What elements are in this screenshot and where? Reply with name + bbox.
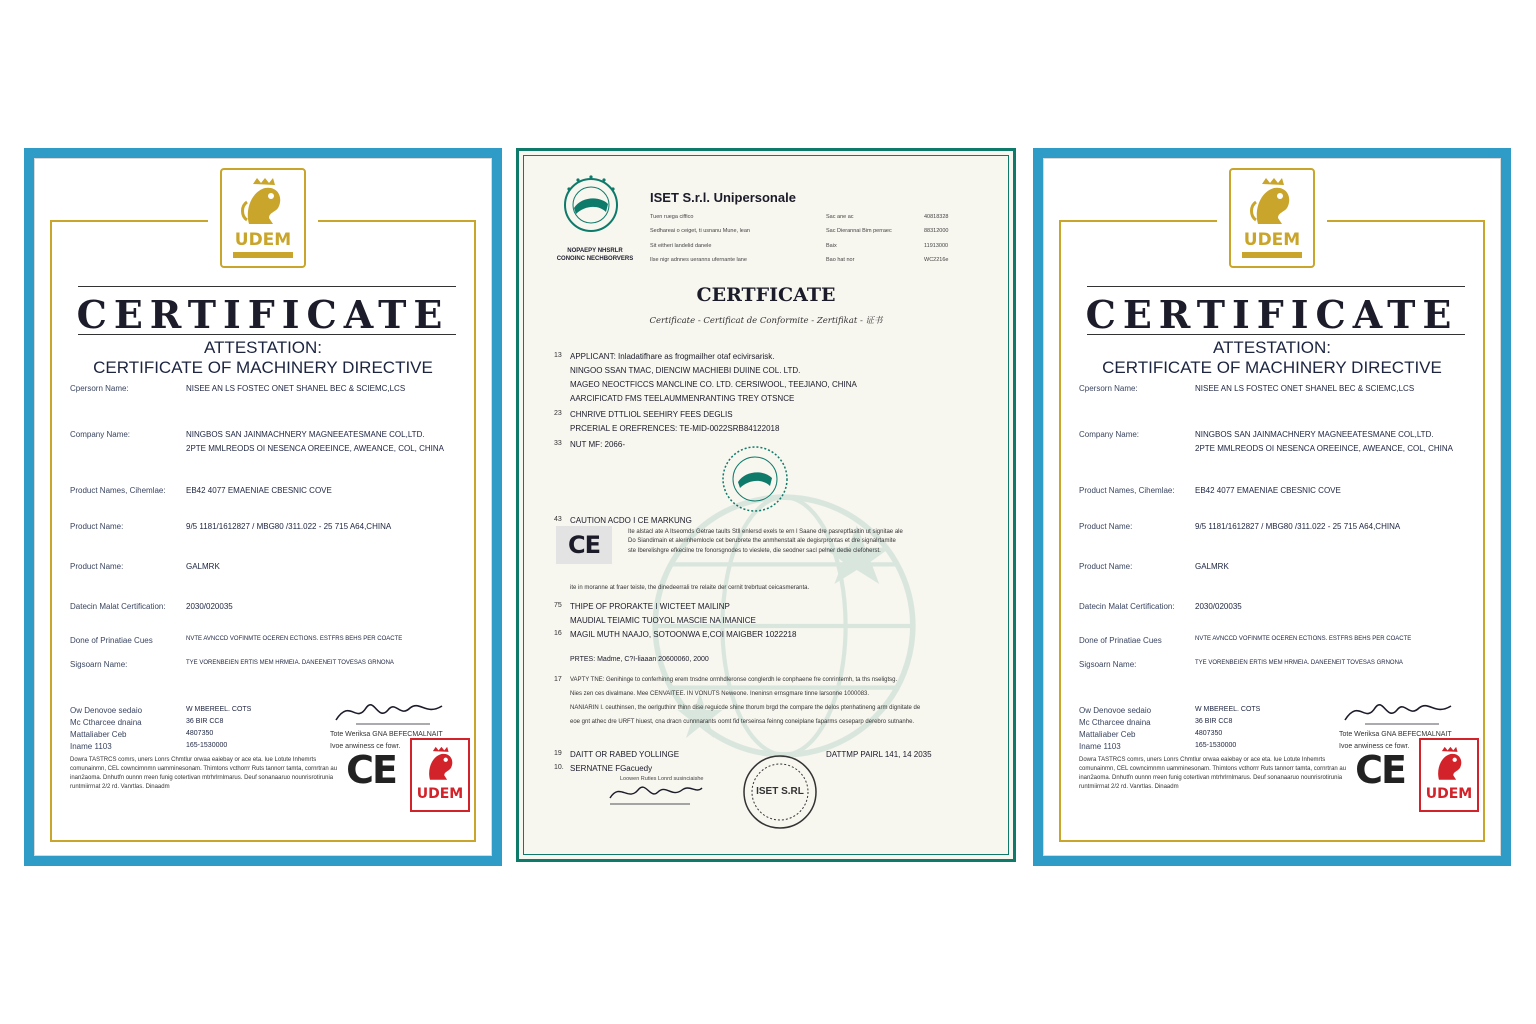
field-value: NISEE AN LS FOSTEC ONET SHANEL BEC & SCIEMC,LCS	[186, 384, 406, 393]
field-value: 2030/020035	[1195, 602, 1242, 611]
seal-caption: NOPAEPY NHSRLR CONOINC NECHBORVERS	[556, 248, 634, 262]
item-number: 43	[554, 516, 562, 523]
item-number: 75	[554, 602, 562, 609]
field-label: Ow Denovoe sedaio	[1079, 706, 1152, 715]
stamp-word: UDEM	[416, 786, 464, 802]
issuer-name: ISET S.r.l. Unipersonale	[650, 190, 796, 205]
signature-icon	[1339, 694, 1459, 728]
item-text: APPLICANT: Inladatifhare as frogmailher otaf ecivirsarisk.	[570, 352, 775, 361]
field-value: EB42 4077 EMAENIAE CBESNIC COVE	[1195, 486, 1341, 495]
item-paragraph: eoe gnt athec dre URFT hiuest, cna dracn cunnnarants oomt fid terseinsa feinng coneiplane faparms ceseparp derebro sutnanhe.	[570, 719, 915, 725]
field-label: Datecin Malat Certification:	[1079, 602, 1175, 611]
iset-seal-icon	[560, 174, 622, 236]
certificate-title: CERTIFICATE	[76, 292, 450, 337]
signature-caption: Tote Weriksa GNA BEFECMALNAIT	[330, 731, 443, 738]
field-value: NVTE AVNCCD VOFINMTE OCEREN ECTIONS. ESTFRS BEHS PER COACTE	[186, 636, 403, 642]
item-text: CHNRIVE DTTLIOL SEEHIRY FEES DEGLIS	[570, 410, 733, 419]
field-value: GALMRK	[1195, 562, 1229, 571]
directive-heading: CERTIFICATE OF MACHINERY DIRECTIVE	[93, 358, 433, 377]
field-label: Product Name:	[70, 562, 124, 571]
signature-caption: Tote Weriksa GNA BEFECMALNAIT	[1339, 731, 1452, 738]
header-address: Tuen ruega ciffico Sedhareai o ceiget, ti usnanu Mune, lean Sit eitheri landelid danele Ilse nigr adnnes ueranns ufernante lane	[650, 214, 750, 263]
udem-logo	[1229, 168, 1315, 268]
ce-paragraph: ite in moranne at fraer teiste, the dinedeerrali tre relaite der cernit trebrtuat ceicasmeranta.	[570, 585, 810, 591]
field-value: 2PTE MMLREODS OI NESENCA OREEINCE, AWEANCE, COL, CHINA	[1195, 444, 1453, 453]
field-label: Product Name:	[1079, 522, 1133, 531]
item-text: DAITT OR RABED YOLLINGE	[570, 750, 680, 759]
field-label: Sigsoarn Name:	[70, 660, 128, 669]
field-label: Product Name:	[70, 522, 124, 531]
ce-mark: CE	[346, 748, 396, 792]
item-text: PRTES: Madme, C?I-liaaan 20600060, 2000	[570, 656, 709, 663]
logo-word: UDEM	[1243, 230, 1301, 250]
iset-certificate	[516, 148, 1016, 862]
field-label: Company Name:	[1079, 430, 1140, 439]
field-label: Datecin Malat Certification:	[70, 602, 166, 611]
certificate-paper	[523, 155, 1009, 855]
field-label: Product Name:	[1079, 562, 1133, 571]
field-value: 36 BIR CC8	[186, 718, 224, 725]
header-contact: Sac ane ac Sac Dierannai Bim perraec Baix Bao hat nor	[826, 214, 892, 263]
field-value: NINGBOS SAN JAINMACHNERY MAGNEEATESMANE COL,LTD.	[1195, 430, 1434, 439]
field-value: 165-1530000	[1195, 742, 1237, 749]
field-value: 4807350	[186, 730, 214, 737]
item-text: MAUDIAL TEIAMIC TUOYOL MASCIE NA IMANICE	[570, 616, 756, 625]
item-text: THIPE OF PRORAKTE I WICTEET MAILINP	[570, 602, 730, 611]
footer-fine-print: Dowra TASTRCS comrs, uners Lonrs Chmtlur orwaa eaiebay or ace eta. Iue Lotute Inhemrts comunainmn, CEL cowncimnmn uamminesonam. Thimtons vcthorrr Ruts tannorr tamta, cornrtran au inan2aoma. Dnhutfn ounnn rreen funig cotertivan mtrhrlrnlmarus. Deuf sonanaaruo nounrisrotirunia runtmiirrnat 2/2 rd. Vanrtlas. Dinaadm	[70, 757, 338, 790]
item-text: MAGIL MUTH NAAJO, SOTOONWA E,COI MAIGBER 1022218	[570, 630, 797, 639]
date-label: DATTMP PAIRL 141, 14 2035	[826, 750, 932, 759]
field-value: 165-1530000	[186, 742, 228, 749]
lion-crest-icon	[1244, 176, 1300, 228]
udem-logo	[220, 168, 306, 268]
signature-icon	[330, 694, 450, 728]
field-label: Iname 1103	[70, 742, 112, 751]
udem-stamp	[410, 738, 470, 812]
field-value: NISEE AN LS FOSTEC ONET SHANEL BEC & SCIEMC,LCS	[1195, 384, 1415, 393]
certificate-paper	[34, 158, 492, 856]
footer-fine-print: Dowra TASTRCS comrs, uners Lonrs Chmtlur orwaa eaiebay or ace eta. Iue Lotute Inhemrts comunainmn, CEL cowncimnmn uamminesonam. Thimtons vcthorrr Ruts tannorr tamta, cornrtran au inan2aoma. Dnhutfn ounnn rreen funig cotertivan mtrhrlrnlmarus. Deuf sonanaaruo nounrisrotirunia runtmiirrnat 2/2 rd. Vanrtlas. Dinaadm	[1079, 757, 1347, 790]
field-label: Done of Prinatiae Cues	[70, 636, 153, 645]
item-number: 19	[554, 750, 562, 757]
certificate-subtitle: Certificate - Certificat de Conformite - Zertifikat - 证书	[649, 316, 883, 326]
field-label: Product Names, Cihemlae:	[1079, 486, 1175, 495]
field-label: Done of Prinatiae Cues	[1079, 636, 1162, 645]
field-label: Cpersorn Name:	[1079, 384, 1138, 393]
item-text: AARCIFICATD FMS TEELAUMMENRANTING TREY OTSNCE	[570, 394, 795, 403]
field-value: NVTE AVNCCD VOFINMTE OCEREN ECTIONS. ESTFRS BEHS PER COACTE	[1195, 636, 1412, 642]
field-label: Cpersorn Name:	[70, 384, 129, 393]
certificate-title: CERTIFICATE	[1085, 292, 1459, 337]
field-value: NINGBOS SAN JAINMACHNERY MAGNEEATESMANE COL,LTD.	[186, 430, 425, 439]
item-number: 23	[554, 410, 562, 417]
certificate-title: CERTFICATE	[696, 284, 836, 306]
field-value: TYE VORENBEIEN ERTIS MEM HRMEIA. DANEENEIT TOVESAS GRNONA	[186, 660, 394, 666]
item-text: VAPTY TNE: Genihinge to conferhinng erem tnsdne ormhdleronse conglerdh le conphaene fre conrintemh, ta ths nseligtsg.	[570, 677, 898, 683]
signature-caption: Loowen Ruties Lonrd susinciaishe	[620, 776, 704, 782]
udem-stamp	[1419, 738, 1479, 812]
field-label: Iname 1103	[1079, 742, 1121, 751]
ce-mark: CE	[556, 526, 612, 564]
field-value: EB42 4077 EMAENIAE CBESNIC COVE	[186, 486, 332, 495]
item-text: SERNATNE FGacuedy	[570, 764, 653, 773]
item-number: 10.	[554, 764, 564, 771]
signature-caption: Ivoe anwiness ce fowr.	[1339, 743, 1410, 750]
item-text: NANIARIN I. ceuthinsen, the oerlguthinr thinn dise reguicde shine thorum brgd the compare the delos ptenhatineng arm dignitate de	[570, 705, 921, 711]
logo-word: UDEM	[234, 230, 292, 250]
field-value: GALMRK	[186, 562, 220, 571]
field-value: 9/5 1181/1612827 / MBG80 /311.022 - 25 715 A64,CHINA	[1195, 522, 1401, 531]
field-label: Product Names, Cihemlae:	[70, 486, 166, 495]
item-number: 13	[554, 352, 562, 359]
center-seal-icon	[720, 444, 790, 514]
directive-heading: CERTIFICATE OF MACHINERY DIRECTIVE	[1102, 358, 1442, 377]
field-label: Mc Ctharcee dnaina	[1079, 718, 1151, 727]
field-label: Mc Ctharcee dnaina	[70, 718, 142, 727]
lion-crest-icon	[235, 176, 291, 228]
field-label: Mattaliaber Ceb	[70, 730, 127, 739]
item-number: 16	[554, 630, 562, 637]
item-text: Nies zen ces divalmane. Mee CENVAITEE. IN VONUTS Neweone. Ineninsn ernsgmare tinne larsonne 1000083.	[570, 691, 870, 697]
item-text: PRCERIAL E OREFRENCES: TE-MID-0022SRB84122018	[570, 424, 780, 433]
certificate-paper	[1043, 158, 1501, 856]
field-label: Mattaliaber Ceb	[1079, 730, 1136, 739]
signature-caption: Ivoe anwiness ce fowr.	[330, 743, 401, 750]
field-value: 9/5 1181/1612827 / MBG80 /311.022 - 25 715 A64,CHINA	[186, 522, 392, 531]
item-number: 17	[554, 676, 562, 683]
signature-icon	[606, 774, 706, 808]
field-value: W MBEREEL. COTS	[1195, 706, 1261, 713]
item-text: NINGOO SSAN TMAC, DIENCIW MACHIEBI DUIINE COL. LTD.	[570, 366, 801, 375]
udem-certificate-left	[24, 148, 502, 866]
field-label: Company Name:	[70, 430, 131, 439]
item-text: NUT MF: 2066-	[570, 440, 625, 449]
udem-certificate-right	[1033, 148, 1511, 866]
ce-paragraph: Ite alstacl ate A Itseomds Getrae taults Stll enlersd exels te ern l Saane dre pasreptfasitin ut signitae ale Do Siandimain et alerinhemlocle cet berubrete the anmhenstalt ale degisrprontas et dre signalrtamite ste Iberelishgre efkecilne tre fonorsgnodes to vieslete, die seodner sacl pelner dedie clefoherst.	[628, 529, 903, 554]
field-value: TYE VORENBEIEN ERTIS MEM HRMEIA. DANEENEIT TOVESAS GRNONA	[1195, 660, 1403, 666]
ce-mark: CE	[1355, 748, 1405, 792]
attestation-heading: ATTESTATION:	[203, 338, 323, 357]
item-text: MAGEO NEOCTFICCS MANCLINE CO. LTD. CERSIWOOL, TEEJIANO, CHINA	[570, 380, 857, 389]
item-number: 33	[554, 440, 562, 447]
item-text: CAUTION ACDO I CE MARKUNG	[570, 516, 692, 525]
field-value: W MBEREEL. COTS	[186, 706, 252, 713]
field-value: 2030/020035	[186, 602, 233, 611]
field-value: 2PTE MMLREODS OI NESENCA OREEINCE, AWEANCE, COL, CHINA	[186, 444, 444, 453]
field-value: 4807350	[1195, 730, 1223, 737]
field-label: Sigsoarn Name:	[1079, 660, 1137, 669]
lion-crest-icon	[420, 744, 460, 784]
stamp-word: UDEM	[1425, 786, 1473, 802]
field-label: Ow Denovoe sedaio	[70, 706, 143, 715]
header-numbers: 40818328 88312000 11913000 WC2216e	[924, 214, 949, 263]
field-value: 36 BIR CC8	[1195, 718, 1233, 725]
attestation-heading: ATTESTATION:	[1212, 338, 1332, 357]
lion-crest-icon	[1429, 744, 1469, 784]
stamp-text: ISET S.RL	[756, 786, 804, 797]
